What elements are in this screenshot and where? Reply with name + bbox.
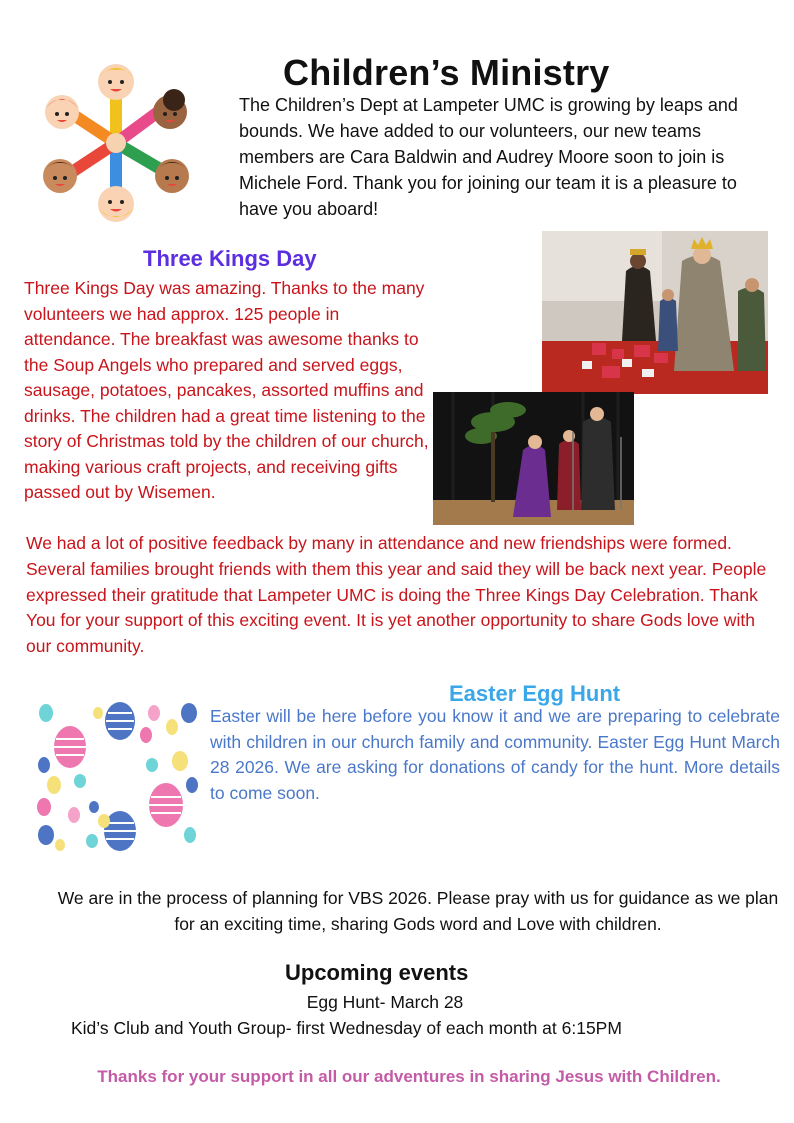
event-item-kids-club: Kid’s Club and Youth Group- first Wednesday of each month at 6:15PM <box>71 1018 622 1038</box>
intro-paragraph: The Children’s Dept at Lampeter UMC is growing by leaps and bounds. We have added to our volunteers, our new teams members are Cara Baldwin and Audrey Moore soon to join is Michele Ford. Thank you for joining our team it is a pleasure to have you aboard! <box>239 95 738 219</box>
three-kings-paragraph-2: We had a lot of positive feedback by many in attendance and new friendships were formed. Several families brought friends with them this year and said they will be back next year. People expressed their gratitude that Lampeter UMC is doing the Three Kings Day Celebration. Thank You for your support of this exciting event. It is yet another opportunity to share Gods love with our community. <box>26 533 767 657</box>
vbs-paragraph: We are in the process of planning for VBS 2026. Please pray with us for guidance as we plan for an exciting time, sharing Gods word and Love with children. <box>57 888 779 934</box>
upcoming-events-heading: Upcoming events <box>285 960 469 985</box>
easter-egg-hunt-paragraph: Easter will be here before you know it and we are preparing to celebrate with children in our church family and community. Easter Egg Hunt March 28 2026. We are asking for donations of candy for the hunt. More details to come soon. <box>210 706 780 803</box>
page-title: Children’s Ministry <box>283 52 610 93</box>
event-item-egg-hunt: Egg Hunt- March 28 <box>306 992 464 1012</box>
three-kings-heading: Three Kings Day <box>143 246 317 271</box>
three-kings-paragraph-1: Three Kings Day was amazing. Thanks to the many volunteers we had approx. 125 people in attendance. The breakfast was awesome thanks to the Soup Angels who prepared and served eggs, sausage, potatoes, pancakes, assorted muffins and drinks. The children had a great time listening to the story of Christmas told by the children of our church, making various craft projects, and receiving gifts passed out by Wisemen. <box>24 278 429 502</box>
children-circle-illustration <box>40 62 192 224</box>
three-kings-gifts-photo <box>542 231 768 394</box>
christmas-play-stage-photo <box>433 392 634 525</box>
thanks-message: Thanks for your support in all our adventures in sharing Jesus with Children. <box>97 1067 721 1086</box>
easter-egg-hunt-heading: Easter Egg Hunt <box>449 681 621 706</box>
large-eggs <box>54 702 183 851</box>
easter-eggs-illustration <box>34 695 202 855</box>
